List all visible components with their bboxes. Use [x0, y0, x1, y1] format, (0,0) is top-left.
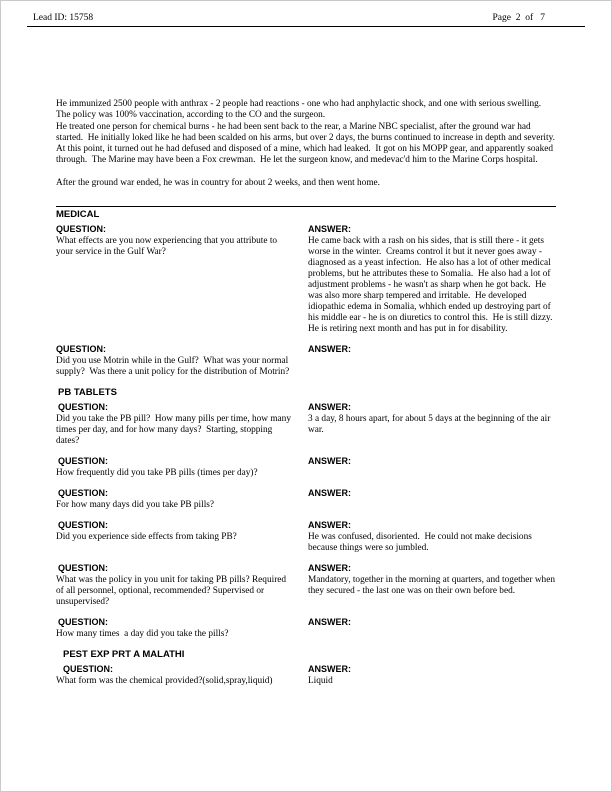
answer-label: ANSWER: — [308, 344, 351, 355]
qa-pair — [56, 488, 556, 511]
qa-pair — [56, 617, 556, 640]
question-label: QUESTION: — [58, 520, 109, 531]
answer-column — [308, 563, 558, 608]
qa-pair — [56, 563, 556, 608]
question-column — [56, 488, 296, 511]
question-text: How many times a day did you take the pills? — [56, 629, 229, 640]
question-column — [56, 520, 296, 554]
document-body — [1, 99, 611, 687]
question-text: How frequently did you take PB pills (times per day)? — [56, 468, 258, 479]
answer-label: ANSWER: — [308, 664, 351, 675]
question-column — [56, 617, 296, 640]
intro-paragraph: He treated one person for chemical burns - he had been sent back to the rear, a Marine NBC specialist, after the ground war had started. He initially loked like he had been scalded on his arms, but over 2 days, the burns continued to increase in depth and severity. At this point, it turned out he had defused and disposed of a mine, which had leaked. It got on his MOPP gear, and apparently soaked through. The Marine may have been a Fox crewman. He let the surgeon know, and medevac'd him to the Marine Corps hospital. — [56, 121, 560, 166]
section-pest-exp — [56, 649, 556, 687]
intro-paragraph: He immunized 2500 people with anthrax - 2 people had reactions - one who had anphylactic shock, and one with serious swelling. The policy was 100% vaccination, according to the CO and the surgeon. — [56, 99, 546, 121]
qa-pair — [56, 520, 556, 554]
answer-text: He came back with a rash on his sides, that is still there - it gets worse in the winter. Creams control it but it never goes away - diagnosed as a yeast infection. He also has a lot of other medical problems, but he attributes these to Somalia. He also had a lot of adjustment problems - he wasn't as sharp when he got back. He was also more sharp tempered and irritable. He developed idiopathic edema in Somalia, whhich ended up destroying part of his middle ear - he is on diuretics to control this. He is still dizzy. He is retiring next month and has put in for disability. — [308, 236, 558, 335]
question-text: Did you experience side effects from taking PB? — [56, 532, 237, 543]
section-title: PB TABLETS — [58, 387, 117, 399]
section-divider-rule — [56, 206, 556, 207]
answer-column — [308, 520, 558, 554]
question-text: Did you take the PB pill? How many pills per time, how many times per day, and for how many days? Starting, stopping dates? — [56, 414, 294, 447]
question-label: QUESTION: — [58, 563, 109, 574]
answer-text: Liquid — [308, 676, 333, 687]
lead-id: Lead ID: 15758 — [33, 13, 94, 23]
section-medical — [56, 209, 556, 378]
question-label: QUESTION: — [58, 456, 109, 467]
page-number: Page 2 of 7 — [492, 13, 545, 23]
qa-pair — [56, 456, 556, 479]
answer-label: ANSWER: — [308, 520, 351, 531]
question-label: QUESTION: — [58, 488, 109, 499]
answer-column — [308, 664, 558, 687]
answer-column — [308, 456, 558, 479]
answer-column — [308, 224, 558, 335]
answer-text: He was confused, disoriented. He could not make decisions because things were so jumbled. — [308, 532, 535, 554]
page-header — [27, 1, 585, 27]
question-column — [56, 664, 296, 687]
intro-paragraph: After the ground war ended, he was in country for about 2 weeks, and then went home. — [56, 177, 381, 188]
answer-column — [308, 617, 558, 640]
answer-label: ANSWER: — [308, 402, 351, 413]
answer-column — [308, 402, 558, 447]
question-column — [56, 456, 296, 479]
question-text: For how many days did you take PB pills? — [56, 500, 215, 511]
answer-label: ANSWER: — [308, 563, 351, 574]
qa-pair — [56, 402, 556, 447]
question-column — [56, 402, 296, 447]
question-label: QUESTION: — [58, 617, 109, 628]
section-pb-tablets — [56, 387, 556, 640]
question-text: Did you use Motrin while in the Gulf? What was your normal supply? Was there a unit policy for the distribution of Motrin? — [56, 356, 291, 378]
section-title: MEDICAL — [56, 209, 100, 221]
answer-text: Mandatory, together in the morning at quarters, and together when they secured - the last one was on their own before bed. — [308, 575, 558, 597]
qa-pair — [56, 224, 556, 335]
qa-pair — [56, 344, 556, 378]
question-label: QUESTION: — [63, 664, 114, 675]
question-column — [56, 563, 296, 608]
question-column — [56, 344, 296, 378]
answer-column — [308, 344, 558, 378]
question-text: What effects are you now experiencing that you attribute to your service in the Gulf War? — [56, 236, 280, 258]
section-title: PEST EXP PRT A MALATHI — [63, 649, 185, 661]
answer-column — [308, 488, 558, 511]
answer-label: ANSWER: — [308, 456, 351, 467]
question-label: QUESTION: — [58, 402, 109, 413]
qa-pair — [56, 664, 556, 687]
question-label: QUESTION: — [56, 344, 107, 355]
answer-label: ANSWER: — [308, 488, 351, 499]
answer-label: ANSWER: — [308, 224, 351, 235]
question-text: What form was the chemical provided?(solid,spray,liquid) — [56, 676, 273, 687]
answer-text: 3 a day, 8 hours apart, for about 5 days at the beginning of the air war. — [308, 414, 553, 436]
question-label: QUESTION: — [56, 224, 107, 235]
question-text: What was the policy in you unit for taking PB pills? Required of all personnel, optional, recommended? Supervised or unsupervised? — [56, 575, 289, 608]
answer-label: ANSWER: — [308, 617, 351, 628]
question-column — [56, 224, 296, 335]
